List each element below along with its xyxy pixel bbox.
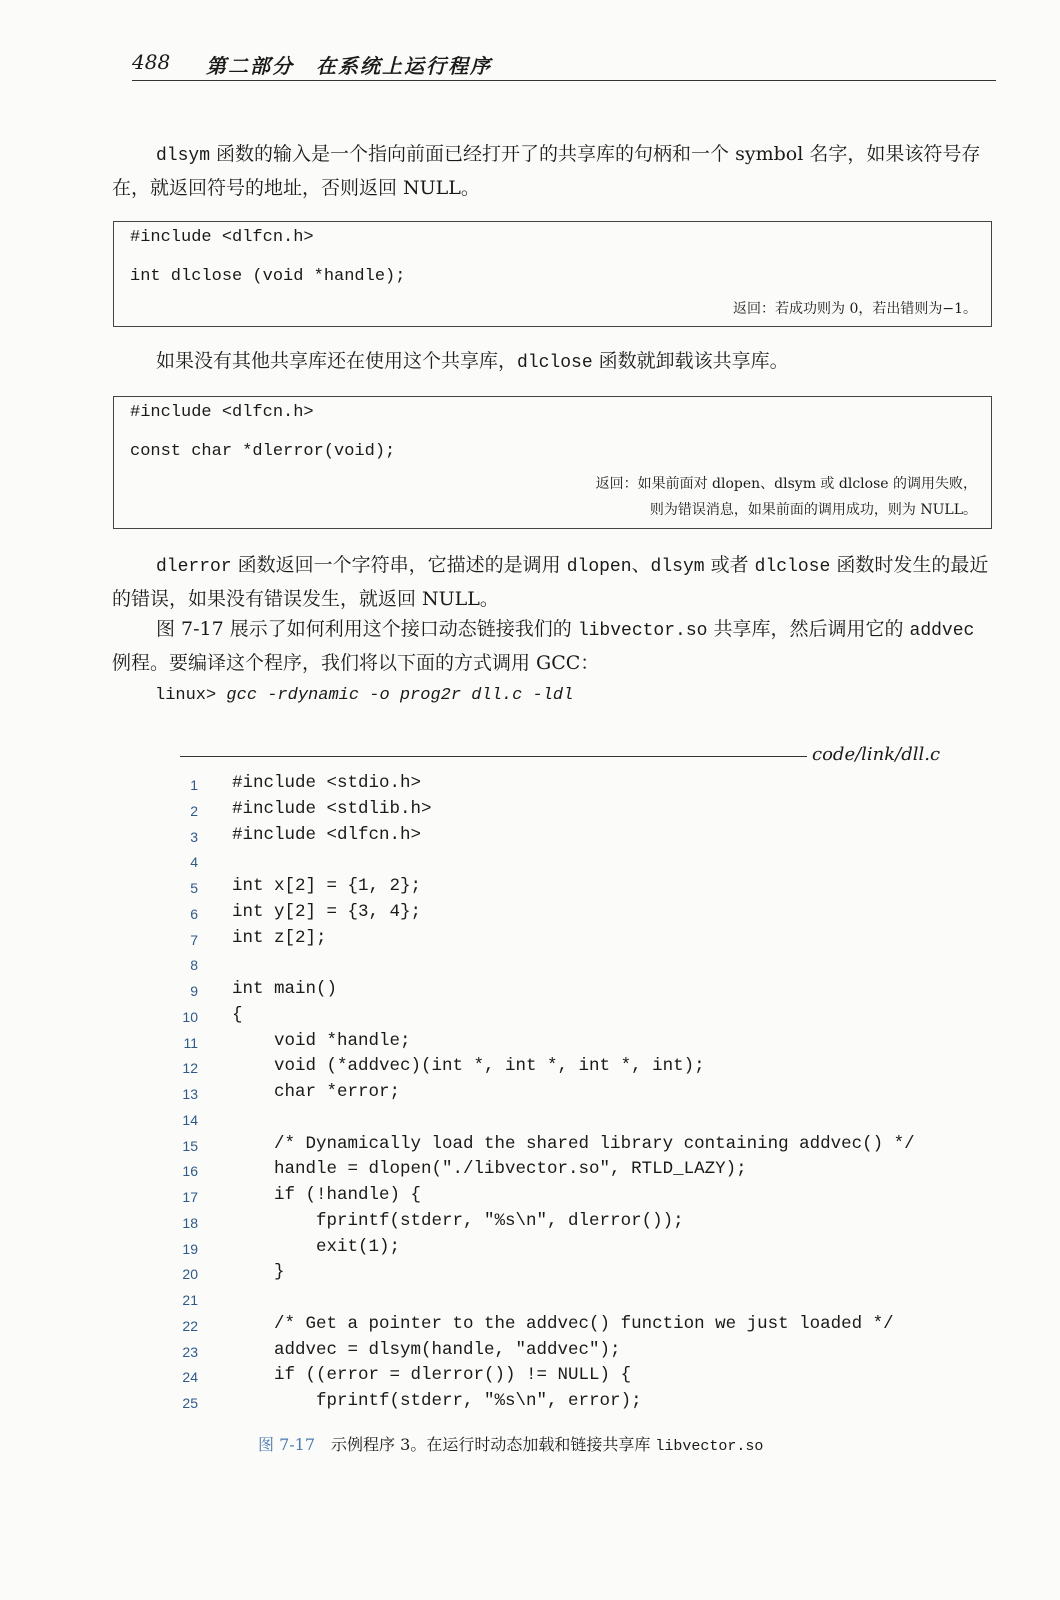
code-line [0,1108,1060,1133]
line-number: 17 [182,1189,198,1205]
paragraph-text: 函数时发生的最近的错误，如果没有错误发生，就返回 NULL。 [112,554,989,610]
code-text: void *handle; [232,1030,411,1051]
line-number: 22 [182,1317,198,1334]
compile-command [155,686,573,705]
inline-code: dlclose [754,557,831,577]
code-line [0,1056,1060,1081]
paragraph-dlclose [112,345,996,379]
code-text: int x[2] = {1, 2}; [232,876,422,896]
code-text: void (*addvec)(int *, int *, int *, int); [232,1056,705,1077]
code-text: #include <stdio.h> [232,773,422,793]
code-text: /* Dynamically load the shared library containing addvec() */ [232,1133,915,1154]
code-text: int y[2] = {3, 4}; [232,901,422,922]
inline-code: libvector.so [577,621,708,641]
code-line [0,825,1060,850]
code-listing-rule [180,756,807,757]
line-number: 9 [190,983,198,999]
code-line [0,1159,1060,1184]
paragraph-text: 图 7-17 展示了如何利用这个接口动态链接我们的 [156,618,578,640]
code-text: int main() [232,979,338,999]
returns-note-line-2: 则为错误消息，如果前面的调用成功，则为 NULL。 [649,502,977,518]
code-line [0,953,1060,978]
include-line: #include <dlfcn.h> [130,228,314,247]
code-text: fprintf(stderr, "%s\n", error); [232,1391,642,1411]
code-line [0,850,1060,875]
figure-number: 图 7-17 [258,1435,316,1454]
line-number: 13 [182,1086,198,1102]
prototype-line: const char *dlerror(void); [130,442,396,461]
code-line [0,1082,1060,1107]
paragraph-text: 或者 [704,554,755,576]
caption-text: 示例程序 3。在运行时动态加载和链接共享库 [315,1435,656,1454]
line-number: 1 [190,777,198,793]
running-header [132,50,996,81]
inline-code: dlsym [650,557,705,577]
line-number: 15 [182,1137,198,1154]
chapter-title: 第二部分 在系统上运行程序 [206,54,492,78]
paragraph-dlsym [112,138,996,204]
code-text: int z[2]; [232,927,327,948]
code-line [0,1365,1060,1390]
code-line [0,1185,1060,1210]
code-line [0,1314,1060,1339]
code-line [0,773,1060,798]
code-line [0,876,1060,901]
code-line [0,1288,1060,1313]
include-line: #include <dlfcn.h> [130,403,314,422]
code-line [0,928,1060,953]
code-line [0,1340,1060,1365]
paragraph-text: 共享库，然后调用它的 [707,618,910,640]
line-number: 14 [182,1111,198,1128]
command-args: gcc -rdynamic -o prog2r dll.c -ldl [226,686,574,705]
code-line [0,1391,1060,1416]
code-text: char *error; [232,1082,401,1102]
line-number: 25 [182,1395,198,1411]
line-number: 20 [182,1266,198,1283]
code-line [0,979,1060,1004]
paragraph-text: 、 [631,554,651,576]
caption-library: libvector.so [655,1438,764,1455]
paragraph-dlerror [112,549,996,615]
code-text: #include <dlfcn.h> [232,824,422,845]
paragraph-text: 如果没有其他共享库还在使用这个共享库， [156,350,518,372]
code-text: addvec = dlsym(handle, "addvec"); [232,1339,621,1360]
line-number: 2 [190,802,198,819]
returns-note-line-1: 返回：如果前面对 dlopen、dlsym 或 dlclose 的调用失败， [595,476,977,492]
returns-note: 返回：若成功则为 0，若出错则为−1。 [733,301,977,317]
code-text: if (!handle) { [232,1185,422,1205]
code-text: { [232,1004,243,1025]
code-text: exit(1); [232,1236,401,1257]
inline-code: dlerror [156,557,232,577]
code-line [0,799,1060,824]
function-prototype-box-dlerror [113,396,992,529]
line-number: 5 [190,880,198,896]
prototype-line: int dlclose (void *handle); [130,267,406,286]
code-file-label: code/link/dll.c [812,744,941,765]
line-number: 16 [182,1163,198,1180]
code-text: #include <stdlib.h> [232,798,432,819]
line-number: 19 [182,1240,198,1257]
inline-code: dlsym [156,146,211,166]
code-text: } [232,1262,285,1283]
line-number: 12 [182,1060,198,1077]
code-text: fprintf(stderr, "%s\n", dlerror()); [232,1210,684,1231]
paragraph-text: 函数的输入是一个指向前面已经打开了的共享库的句柄和一个 symbol 名字，如果该符号存在，就返回符号的地址，否则返回 NULL。 [112,143,981,199]
code-line [0,1134,1060,1159]
line-number: 3 [190,828,198,845]
paragraph-text: 例程。要编译这个程序，我们将以下面的方式调用 GCC： [112,652,600,674]
paragraph-text: 函数就卸载该共享库。 [592,350,789,372]
line-number: 10 [182,1008,198,1025]
code-text: /* Get a pointer to the addvec() function we just loaded */ [232,1313,894,1334]
line-number: 23 [182,1343,198,1360]
paragraph-text: 函数返回一个字符串，它描述的是调用 [231,554,567,576]
line-number: 18 [182,1214,198,1231]
code-text: handle = dlopen("./libvector.so", RTLD_LAZY); [232,1159,747,1180]
inline-code: addvec [909,621,975,641]
code-line [0,1211,1060,1236]
inline-code: dlopen [566,557,632,577]
line-number: 11 [183,1034,198,1051]
code-line [0,902,1060,927]
function-prototype-box-dlclose [113,221,992,327]
page-number: 488 [132,50,171,74]
inline-code: dlclose [517,353,593,373]
code-line [0,1031,1060,1056]
shell-prompt: linux> [155,686,227,705]
line-number: 4 [190,854,198,871]
figure-caption [258,1432,763,1455]
code-text: if ((error = dlerror()) != NULL) { [232,1365,632,1386]
paragraph-figure-intro [112,613,996,679]
code-line [0,1262,1060,1287]
line-number: 8 [190,957,198,974]
code-line [0,1005,1060,1030]
code-line [0,1237,1060,1262]
line-number: 7 [190,931,198,948]
line-number: 6 [190,905,198,922]
line-number: 24 [182,1369,198,1386]
line-number: 21 [182,1292,198,1308]
